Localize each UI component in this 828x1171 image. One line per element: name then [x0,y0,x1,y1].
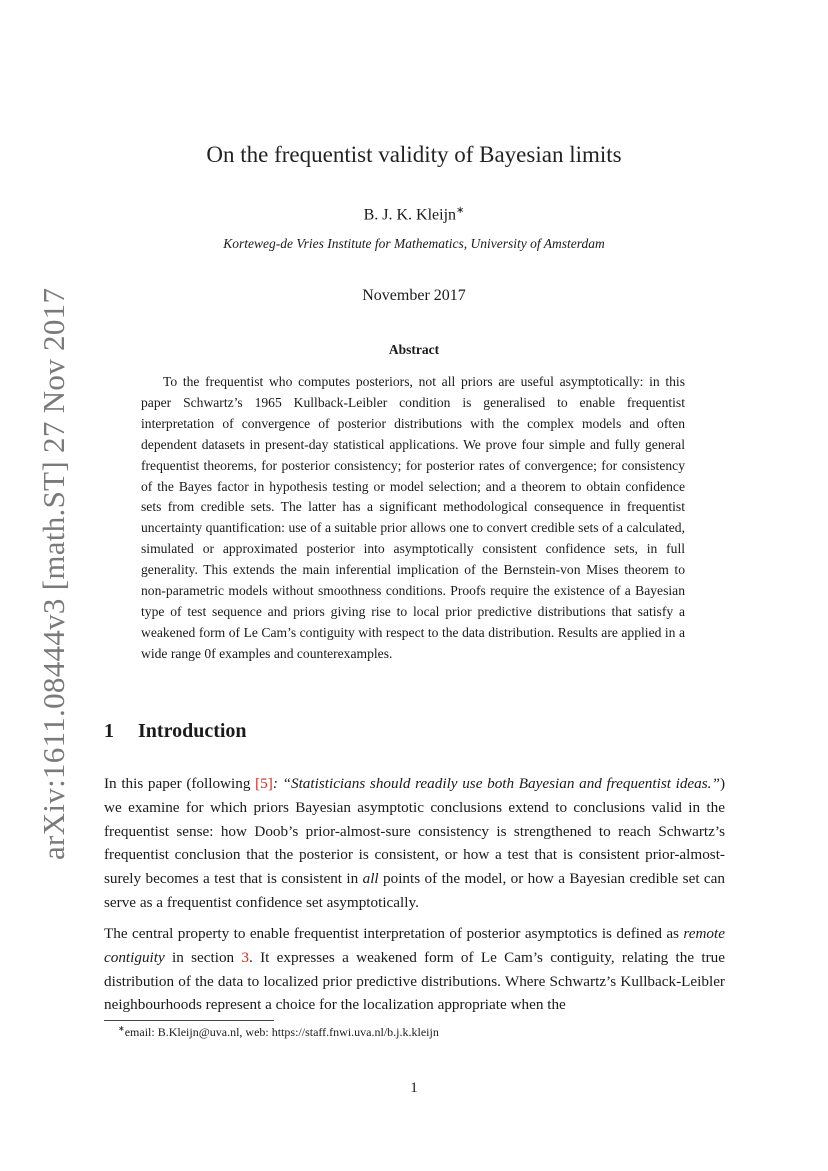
author-affiliation: Korteweg-de Vries Institute for Mathematics, University of Amsterdam [223,236,605,251]
intro-paragraph-2 [104,922,725,1017]
page-number: 1 [410,1080,418,1096]
section-number: 1 [104,720,114,742]
publication-date: November 2017 [362,287,466,304]
paragraph-text: In this paper (following [104,775,256,792]
paragraph-text: ) we examine for which priors Bayesian asymptotic conclusions extend to conclusions valid in the frequentist sense: how Doob’s prior-almost-sure consistency is strengthened to reach Schwartz’s frequentist conclusion that the posterior is consistent, or how a test that is consistent prior-almost-surely becomes a test that is consistent in [104,775,725,888]
section-title: Introduction [138,720,247,742]
emphasized-text: all [362,870,379,888]
author-line [0,205,828,224]
footnote-divider [104,1020,274,1021]
paragraph-text: . It expresses a weakened form of Le Cam’s contiguity, relating the true distribution of the data to localized prior predictive distributions. Where Schwartz’s Kullback-Leibler neighbourhoods represent a choice for the localization appropriate when the [104,948,725,1014]
emphasized-term: remote contiguity [104,925,725,966]
section-reference-link[interactable]: 3 [241,948,250,966]
footnote-text: email: B.Kleijn@uva.nl, web: https://staff.fnwi.uva.nl/b.j.k.kleijn [124,1025,439,1039]
paragraph-text: in section [164,948,242,966]
paragraph-text: The central property to enable frequentist interpretation of posterior asymptotics is defined as [104,925,684,942]
citation-link[interactable]: [5] [255,775,273,792]
arxiv-identifier-stamp: arXiv:1611.08444v3 [math.ST] 27 Nov 2017 [36,287,71,860]
footnote-marker: ∗ [118,1024,125,1033]
paper-title: On the frequentist validity of Bayesian limits [206,142,622,167]
intro-paragraph-1 [104,772,725,915]
abstract-text: To the frequentist who computes posteriors, not all priors are useful asymptotically: in this paper Schwartz’s 1965 Kullback-Leibler condition is generalised to enable frequentist interpretation of convergence of posterior distributions with the complex models and often dependent datasets in present-day statistical applications. We prove four simple and fully general frequentist theorems, for posterior consistency; for posterior rates of convergence; for consistency of the Bayes factor in hypothesis testing or model selection; and a theorem to obtain confidence sets from credible sets. The latter has a significant methodological consequence in frequentist uncertainty quantification: use of a suitable prior allows one to convert credible sets of a calculated, simulated or approximated posterior into asymptotically consistent confidence sets, in full generality. This extends the main inferential implication of the Bernstein-von Mises theorem to non-parametric models without smoothness conditions. Proofs require the existence of a Bayesian type of test sequence and priors giving rise to local prior predictive distributions that satisfy a weakened form of Le Cam’s contiguity with respect to the data distribution. Results are applied in a wide range 0f examples and counterexamples. [141,374,685,661]
footnote [118,1024,439,1040]
abstract-heading: Abstract [388,342,440,357]
quoted-text: : “Statisticians should readily use both Bayesian and frequentist ideas.” [272,775,720,792]
author-name: B. J. K. Kleijn [363,206,457,224]
paragraph-text: points of the model, or how a Bayesian credible set can serve as a frequentist confidence set asymptotically. [104,870,725,911]
section-heading-introduction [104,720,247,743]
author-footnote-marker: ∗ [456,205,465,216]
